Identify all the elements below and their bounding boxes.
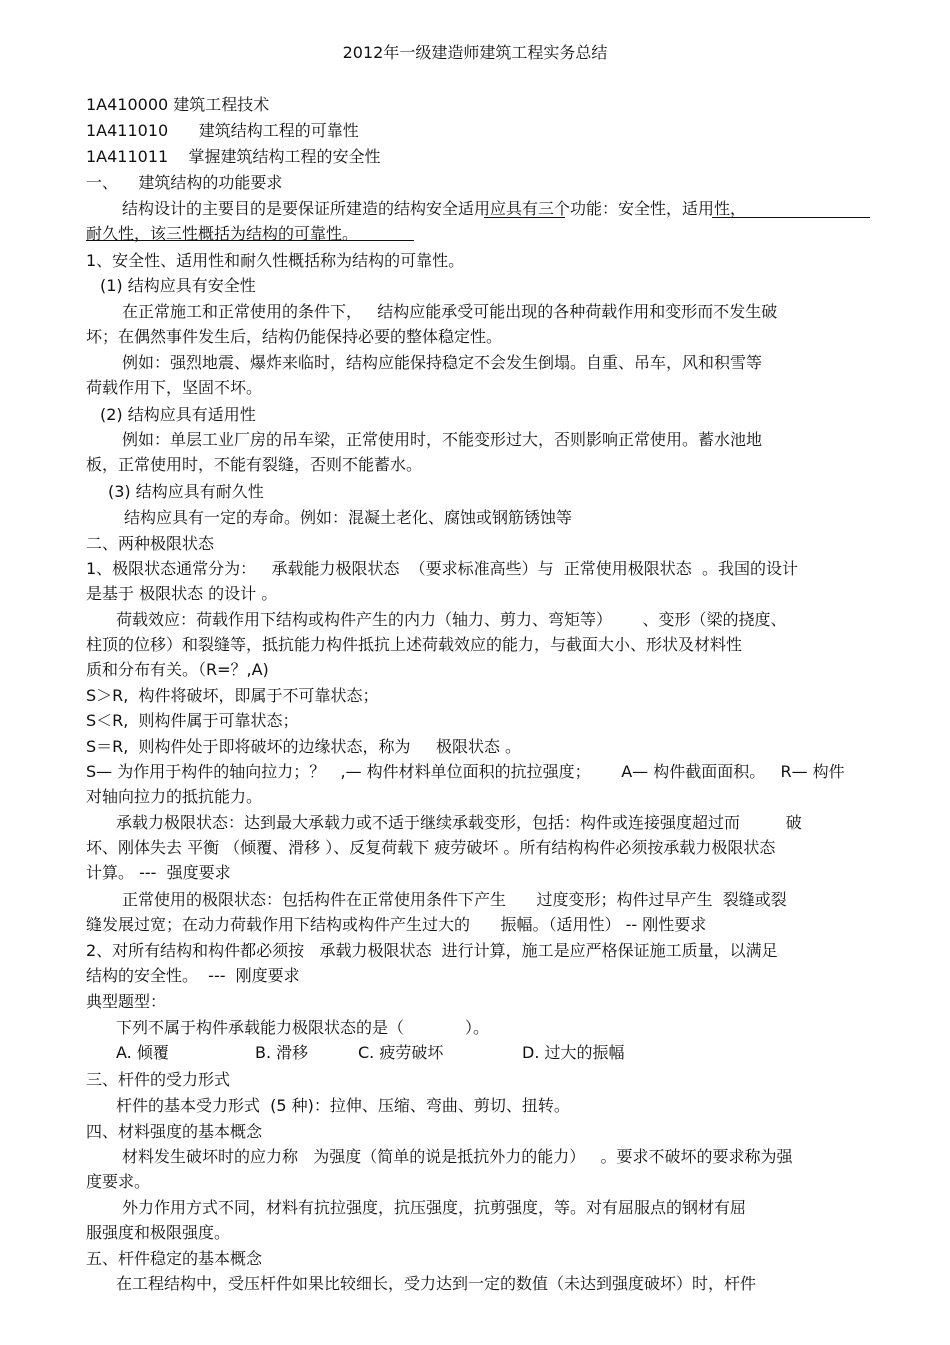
text-line: 1、安全性、适用性和耐久性概括称为结构的可靠性。 bbox=[86, 251, 465, 270]
text-line: 一、 建筑结构的功能要求 bbox=[86, 173, 283, 192]
text-line: 柱顶的位移）和裂缝等，抵抗能力构件抵抗上述荷载效应的能力，与截面大小、形状及材料性 bbox=[86, 635, 743, 654]
text-line: 结构的安全性。 --- 刚度要求 bbox=[86, 966, 300, 985]
text-line: 坏；在偶然事件发生后，结构仍能保持必要的整体稳定性。 bbox=[86, 327, 503, 346]
text-line: 在正常施工和正常使用的条件下， 结构应能承受可能出现的各种荷载作用和变形而不发生破 bbox=[122, 302, 778, 321]
text-line: 缝发展过宽；在动力荷载作用下结构或构件产生过大的 振幅。（适用性） -- 刚性要求 bbox=[86, 915, 707, 934]
text-line: 1A411010 建筑结构工程的可靠性 bbox=[86, 121, 359, 140]
answer-option-c: C. 疲劳破坏 bbox=[358, 1043, 444, 1062]
text-line: 荷载效应：荷载作用下结构或构件产生的内力（轴力、剪力、弯矩等） 、变形（梁的挠度、 bbox=[116, 610, 787, 629]
underline-mark bbox=[484, 217, 565, 218]
underline-mark bbox=[86, 240, 414, 241]
text-line: 服强度和极限强度。 bbox=[86, 1223, 231, 1242]
text-line: 2、对所有结构和构件都必须按 承载力极限状态 进行计算，施工是应严格保证施工质量，以满足 bbox=[86, 941, 778, 960]
text-line: 荷载作用下，坚固不坏。 bbox=[86, 378, 263, 397]
text-line: 计算。 --- 强度要求 bbox=[86, 863, 231, 882]
text-line: 板，正常使用时，不能有裂缝，否则不能蓄水。 bbox=[86, 455, 423, 474]
text-line: 外力作用方式不同，材料有抗拉强度，抗压强度，抗剪强度，等。对有屈服点的钢材有屈 bbox=[122, 1198, 747, 1217]
text-line: 结构设计的主要目的是要保证所建造的结构安全适用应具有三个功能：安全性，适用性， bbox=[122, 199, 747, 218]
text-line: 质和分布有关。（R=？,A) bbox=[86, 660, 269, 679]
text-line: 例如：单层工业厂房的吊车梁，正常使用时，不能变形过大，否则影响正常使用。蓄水池地 bbox=[122, 430, 763, 449]
text-line: 承载力极限状态：达到最大承载力或不适于继续承载变形，包括：构件或连接强度超过而 破 bbox=[116, 813, 802, 832]
text-line: S＞R, 构件将破坏，即属于不可靠状态； bbox=[86, 686, 379, 705]
text-line: S— 为作用于构件的轴向拉力；？ ,— 构件材料单位面积的抗拉强度； A— 构件截面面积。 R— 构件 bbox=[86, 762, 845, 781]
text-line: 度要求。 bbox=[86, 1172, 151, 1191]
answer-option-b: B. 滑移 bbox=[255, 1043, 309, 1062]
text-line: 在工程结构中，受压杆件如果比较细长，受力达到一定的数值（未达到强度破坏）时，杆件 bbox=[116, 1274, 757, 1293]
text-line: 三、杆件的受力形式 bbox=[86, 1070, 231, 1089]
text-line: 典型题型： bbox=[86, 992, 167, 1011]
text-line: 对轴向拉力的抵抗能力。 bbox=[86, 787, 263, 806]
text-line: 是基于 极限状态 的设计 。 bbox=[86, 584, 278, 603]
text-line: 下列不属于构件承载能力极限状态的是（ ）。 bbox=[116, 1018, 490, 1037]
underline-mark bbox=[712, 217, 870, 218]
text-line: S＜R, 则构件属于可靠状态； bbox=[86, 711, 299, 730]
text-line: 二、两种极限状态 bbox=[86, 534, 215, 553]
text-line: 材料发生破坏时的应力称 为强度（简单的说是抵抗外力的能力） 。要求不破坏的要求称为强 bbox=[122, 1147, 793, 1166]
text-line: 五、杆件稳定的基本概念 bbox=[86, 1249, 263, 1268]
text-line: 耐久性，该三性概括为结构的可靠性。 bbox=[86, 224, 359, 243]
text-line: 坏、刚体失去 平衡 （倾覆、滑移 ）、反复荷载下 疲劳破坏 。所有结构构件必须按承载力极限状态 bbox=[86, 838, 776, 857]
text-line: 杆件的基本受力形式 (5 种)：拉伸、压缩、弯曲、剪切、扭转。 bbox=[116, 1096, 570, 1115]
text-line: (3) 结构应具有耐久性 bbox=[108, 482, 264, 501]
text-line: 正常使用的极限状态：包括构件在正常使用条件下产生 过度变形；构件过早产生 裂缝或裂 bbox=[122, 890, 787, 909]
text-line: 1、极限状态通常分为： 承载能力极限状态 （要求标准高些）与 正常使用极限状态 。我国的设计 bbox=[86, 559, 798, 578]
text-line: 四、材料强度的基本概念 bbox=[86, 1122, 263, 1141]
answer-option-a: A. 倾覆 bbox=[116, 1043, 169, 1062]
text-line: 1A411011 掌握建筑结构工程的安全性 bbox=[86, 147, 381, 166]
answer-option-d: D. 过大的振幅 bbox=[522, 1043, 625, 1062]
text-line: (1) 结构应具有安全性 bbox=[100, 276, 256, 295]
text-line: 1A410000 建筑工程技术 bbox=[86, 95, 270, 114]
text-line: 结构应具有一定的寿命。例如：混凝土老化、腐蚀或钢筋锈蚀等 bbox=[124, 508, 573, 527]
text-line: (2) 结构应具有适用性 bbox=[100, 405, 256, 424]
text-line: S＝R, 则构件处于即将破坏的边缘状态，称为 极限状态 。 bbox=[86, 737, 522, 756]
document-title: 2012年一级建造师建筑工程实务总结 bbox=[342, 43, 608, 62]
text-line: 例如：强烈地震、爆炸来临时，结构应能保持稳定不会发生倒塌。自重、吊车，风和积雪等 bbox=[122, 353, 763, 372]
